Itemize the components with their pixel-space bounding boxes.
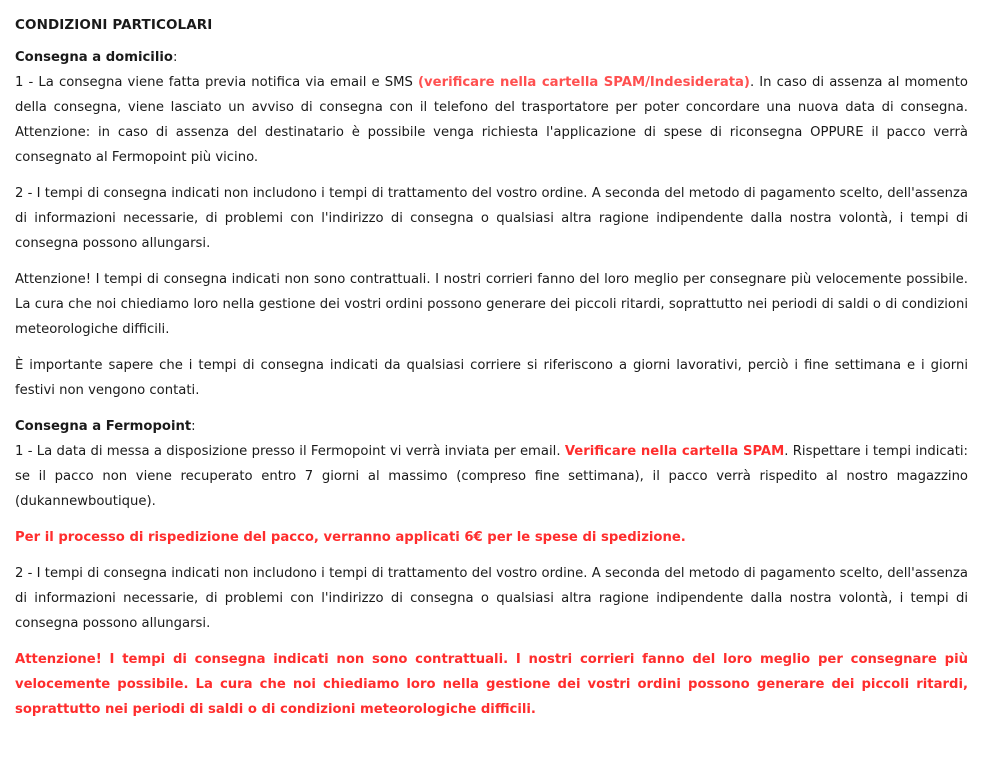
- page-title: CONDIZIONI PARTICOLARI: [15, 17, 213, 33]
- spam-folder-notice: (verificare nella cartella SPAM/Indesiderata): [418, 75, 750, 90]
- section-title-fermopoint-text: Consegna a Fermopoint: [15, 419, 192, 434]
- section-title-colon: :: [172, 50, 178, 65]
- redispatch-fee-notice: Per il processo di rispedizione del pacco, verranno applicati 6€ per le spese di spedizione.: [15, 530, 686, 545]
- section-title-domicilio-text: Consegna a domicilio: [15, 50, 173, 65]
- fermopoint-paragraph-1: [15, 439, 968, 514]
- domicilio-paragraph-1: [15, 70, 968, 170]
- fermopoint-paragraph-2: 2 - I tempi di consegna indicati non includono i tempi di trattamento del vostro ordine. A seconda del metodo di pagamento scelto, dell'assenza di informazioni necessarie, di problemi con l'indirizzo di consegna o qualsiasi altra ragione indipendente dalla nostra volontà, i tempi di consegna possono allungarsi.: [15, 566, 968, 631]
- section-title-fermopoint: [15, 414, 968, 439]
- domicilio-paragraph-3: Attenzione! I tempi di consegna indicati non sono contrattuali. I nostri corrieri fanno del loro meglio per consegnare più velocemente possibile. La cura che noi chiediamo loro nella gestione dei vostri ordini possono generare dei piccoli ritardi, soprattutto nei periodi di saldi o di condizioni meteorologiche difficili.: [15, 272, 968, 337]
- section-title-domicilio: [15, 45, 968, 70]
- fermopoint-paragraph-3: Attenzione! I tempi di consegna indicati non sono contrattuali. I nostri corrieri fanno del loro meglio per consegnare più velocemente possibile. La cura che noi chiediamo loro nella gestione dei vostri ordini possono generare dei piccoli ritardi, soprattutto nei periodi di saldi o di condizioni meteorologiche difficili.: [15, 652, 968, 717]
- fermopoint-p1-text-b: . Rispettare i tempi indicati: se il pacco non viene recuperato entro 7 giorni al massimo (compreso fine settimana), il pacco verrà rispedito al nostro magazzino (dukannewboutique).: [15, 444, 968, 509]
- domicilio-paragraph-2: 2 - I tempi di consegna indicati non includono i tempi di trattamento del vostro ordine. A seconda del metodo di pagamento scelto, dell'assenza di informazioni necessarie, di problemi con l'indirizzo di consegna o qualsiasi altra ragione indipendente dalla nostra volontà, i tempi di consegna possono allungarsi.: [15, 186, 968, 251]
- fermopoint-p1-text-a: 1 - La data di messa a disposizione presso il Fermopoint vi verrà inviata per email.: [15, 444, 565, 459]
- domicilio-p1-text-a: 1 - La consegna viene fatta previa notifica via email e SMS: [15, 75, 418, 90]
- section-title-colon: :: [191, 419, 196, 434]
- domicilio-p1-text-b: . In caso di assenza al momento della consegna, viene lasciato un avviso di consegna con il telefono del trasportatore per poter concordare una nuova data di consegna. Attenzione: in caso di assenza del destinatario è possibile venga richiesta l'applicazione di spese di riconsegna OPPURE il pacco verrà consegnato al Fermopoint più vicino.: [15, 75, 968, 165]
- domicilio-paragraph-4: È importante sapere che i tempi di consegna indicati da qualsiasi corriere si riferiscono a giorni lavorativi, perciò i fine settimana e i giorni festivi non vengono contati.: [15, 358, 968, 398]
- spam-folder-notice: Verificare nella cartella SPAM: [564, 444, 785, 459]
